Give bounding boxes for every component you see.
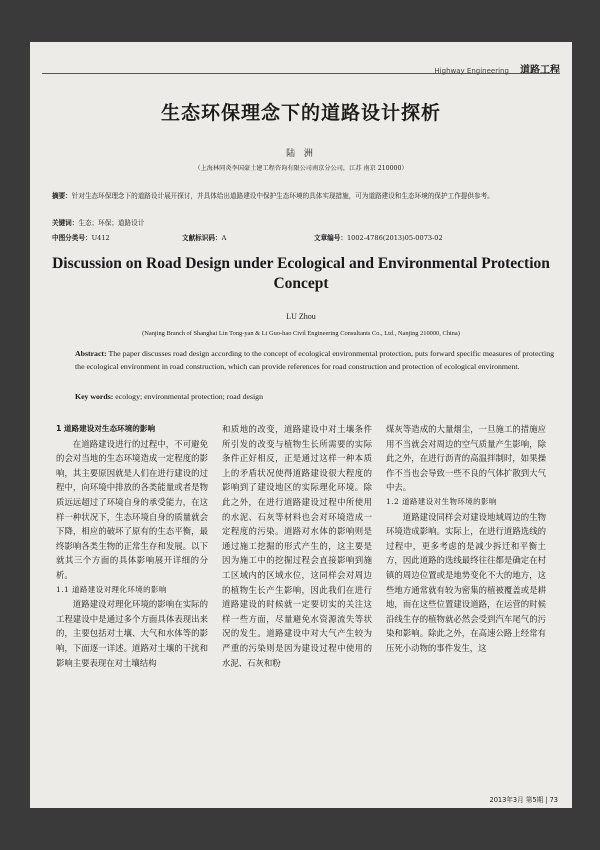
paragraph: 煤灰等造成的大量烟尘，一旦施工的措施应用不当就会对周边的空气质量产生影响，除此之外，在进行沥青的高温拌制时，如果操作不当也会导致一些不良的气体扩散到大气中去。 xyxy=(386,424,546,493)
paragraph: 和质地的改变，道路建设中对土壤条件所引发的改变与植物生长所需要的实际条件正好相反，正是通过这样一种本质上的矛盾状况使得道路建设很大程度的影响到了建设地区的实际理化环境。除此之外，在进行道路建设过程中所使用的水泥、石灰等材料也会对环境造成一定程度的污染。道路对水体的影响则是通过施工挖掘的形式产生的，这主要是因为施工中的挖掘过程会直接影响到施工区域内的区域水位，这同样会对周边的植物生长产生影响，因此我们在进行道路建设的时候就一定要切实的关注这样一些方面，尽量避免水资源流失等状况的发生。道路建设中对大气产生较为严重的污染则是因为建设过程中使用的水泥、石灰和粉 xyxy=(222,424,372,668)
running-header xyxy=(42,58,560,77)
keywords-en-text: ecology; environmental protection; road design xyxy=(115,392,263,401)
abstract-en-label: Abstract: xyxy=(75,349,107,358)
keywords-cn-label: 关键词： xyxy=(52,219,79,227)
section-1-heading: 1 道路建设对生态环境的影响 xyxy=(56,424,156,433)
abstract-cn-label: 摘要： xyxy=(52,192,72,200)
affiliation-en: (Nanjing Branch of Shanghai Lin Tong-yan & Li Guo-hao Civil Engineering Consultants Co., Ltd., Nanjing 210000, China) xyxy=(142,330,460,337)
keywords-en xyxy=(75,392,263,401)
keywords-en-label: Key words: xyxy=(75,392,114,401)
paragraph: 在道路建设进行的过程中，不可避免的会对当地的生态环境造成一定程度的影响，其主要原因就是人们在进行建设的过程中，向环境中排放的各类能量或者是物质远远超过了环境自身的承受能力，在这样一种状况下，生态环境自身的质量就会下降，相应的破坏了原有的生态平衡，最终影响各类生物的正常生存和发展。以下就其三个方面的具体影响展开详细的分析。 xyxy=(56,438,208,580)
paragraph: 道路建设对理化环境的影响在实际的工程建设中是通过多个方面具体表现出来的，主要包括对土壤、大气和水体等的影响，下面逐一详述。道路对土壤的干扰和影响主要表现在对土壤结构 xyxy=(56,599,208,668)
keywords-cn xyxy=(52,217,144,227)
abstract-cn-text: 针对生态环保理念下的道路设计展开探讨，并具体给出道路建设中保护生态环境的具体实现措施，可为道路建设和生态环境的保护工作提供参考。 xyxy=(71,192,494,200)
abstract-en-text: The paper discusses road design according to the concept of ecological environmental protection, puts forward specific measures of protecting the ecological environment in road construction, which can provide references for road construction and protection of ecological environment. xyxy=(75,349,555,371)
author-cn: 陆 洲 xyxy=(286,149,316,159)
journal-page xyxy=(30,42,572,808)
journal-name-en: Highway Engineering xyxy=(434,67,509,75)
affiliation-cn: （上海林同炎李国豪土建工程咨询有限公司南京分公司，江苏 南京 210000） xyxy=(194,165,408,172)
subsection-1-1-heading: 1.1 道路建设对理化环境的影响 xyxy=(56,584,167,594)
clc-number: 中图分类号：U412 xyxy=(52,234,110,242)
keywords-cn-text: 生态；环保；道路设计 xyxy=(78,219,145,227)
author-en: LU Zhou xyxy=(286,312,316,321)
body-column-3 xyxy=(386,422,546,656)
page-footer: 2013年3月 第5期 | 73 xyxy=(489,796,558,804)
article-title-en: Discussion on Road Design under Ecological and Environmental Protection Concept xyxy=(52,255,550,292)
document-code: 文献标识码：A xyxy=(182,234,227,242)
journal-name-cn: 道路工程 xyxy=(520,65,560,76)
paragraph: 道路建设同样会对建设地域周边的生物环境造成影响。实际上，在进行道路选线的过程中，更多考虑的是减少拆迁和平衡土方，因此道路的选线最终往往都是确定在村镇的周边位置或是地势变化不大的地方，这些地方通常就有较为密集的植被覆盖或是耕地，而在这些位置建设道路，在运营的时候沿线生存的植物就必然会受到汽车尾气的污染和影响。除此之外，在高速公路上经常有压死小动物的事件发生，这 xyxy=(386,511,546,653)
body-column-2 xyxy=(222,422,372,670)
article-number: 文章编号：1002-4786(2013)05-0073-02 xyxy=(314,234,443,242)
body-column-1 xyxy=(56,422,208,670)
abstract-cn xyxy=(52,190,554,202)
header-divider xyxy=(42,73,560,74)
abstract-en xyxy=(75,348,554,373)
subsection-1-2-heading: 1.2 道路建设对生物环境的影响 xyxy=(386,496,497,506)
article-title-cn: 生态环保理念下的道路设计探析 xyxy=(160,102,441,124)
